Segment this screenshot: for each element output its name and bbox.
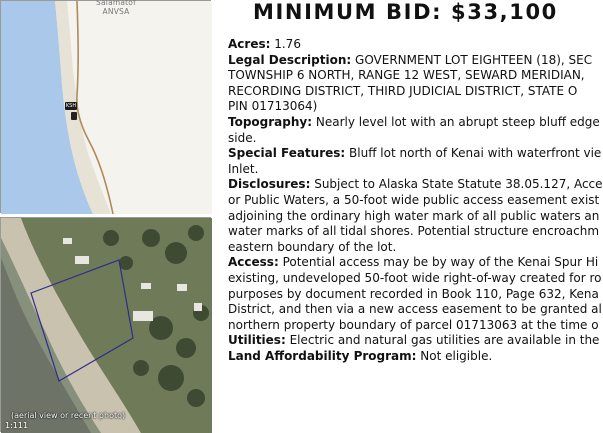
- disclosures-text: or Public Waters, a 50-foot wide public access easement exist: [228, 192, 600, 207]
- minimum-bid-heading: [253, 0, 558, 24]
- disclosures-text: eastern boundary of the lot.: [228, 239, 397, 254]
- utilities-label: Utilities:: [228, 333, 286, 348]
- legal-row: [228, 52, 593, 69]
- affordability-row: [228, 349, 576, 365]
- legal-text: GOVERNMENT LOT EIGHTEEN (18), SEC: [355, 52, 593, 67]
- map-graphic: [1, 1, 212, 214]
- acres-row: [228, 37, 576, 53]
- disclosures-row: [228, 177, 603, 193]
- features-text: Bluff lot north of Kenai with waterfront vie: [349, 146, 602, 161]
- features-text: Inlet.: [228, 161, 259, 176]
- minimum-bid-label: MINIMUM BID:: [253, 0, 443, 24]
- topography-text: Nearly level lot with an abrupt steep bluff edge: [315, 114, 600, 129]
- affordability-text: Not eligible.: [420, 348, 493, 363]
- affordability-label: Land Affordability Program:: [228, 348, 417, 363]
- disclosures-text: adjoining the ordinary high water mark of all public waters an: [228, 208, 600, 223]
- disclosures-label: Disclosures:: [228, 177, 311, 192]
- features-label: Special Features:: [228, 146, 346, 161]
- legal-text: TOWNSHIP 6 NORTH, RANGE 12 WEST, SEWARD MERIDIAN,: [228, 68, 585, 83]
- features-row: [228, 146, 602, 162]
- utilities-text: Electric and natural gas utilities are available in the: [289, 333, 600, 348]
- disclosures-text: water marks of all tidal shores. Potential structure encroachm: [228, 224, 600, 239]
- disclosures-text: Subject to Alaska State Statute 38.05.127, Acce: [314, 177, 603, 192]
- access-text: Potential access may be by way of the Kenai Spur Hi: [282, 255, 599, 270]
- topography-row: [228, 114, 600, 131]
- topography-label: Topography:: [228, 114, 313, 129]
- access-text: purposes by document recorded in Book 110, Page 632, Kena: [228, 286, 599, 301]
- aerial-graphic: [1, 218, 212, 433]
- parcel-details: [228, 37, 603, 364]
- road-shield-icon: KSH: [65, 103, 77, 109]
- access-row: [228, 255, 599, 271]
- access-label: Access:: [228, 255, 279, 270]
- utilities-row: [228, 333, 600, 349]
- access-text: northern property boundary of parcel 01713063 at the time o: [228, 317, 599, 332]
- legal-text: PIN 01713064): [228, 99, 318, 114]
- access-text: District, and then via a new access easement to be granted al: [228, 302, 602, 317]
- topography-text: side.: [228, 130, 257, 145]
- aerial-scale-label: 1:111: [5, 421, 29, 430]
- access-text: existing, undeveloped 50-foot wide right-of-way created for ro: [228, 270, 602, 285]
- minimum-bid-amount: $33,100: [451, 0, 558, 24]
- aerial-photo: [0, 217, 211, 432]
- aerial-caption: (aerial view or recent photo): [11, 411, 126, 420]
- legal-text: RECORDING DISTRICT, THIRD JUDICIAL DISTRICT, STATE O: [228, 83, 578, 98]
- map-place-label: Salamatof: [96, 0, 136, 7]
- acres-label: Acres:: [228, 37, 271, 51]
- parcel-marker-icon: [71, 112, 77, 120]
- map-place-sublabel: ANVSA: [102, 7, 130, 16]
- location-map: [0, 0, 211, 213]
- acres-value: 1.76: [274, 37, 301, 51]
- legal-label: Legal Description:: [228, 52, 352, 67]
